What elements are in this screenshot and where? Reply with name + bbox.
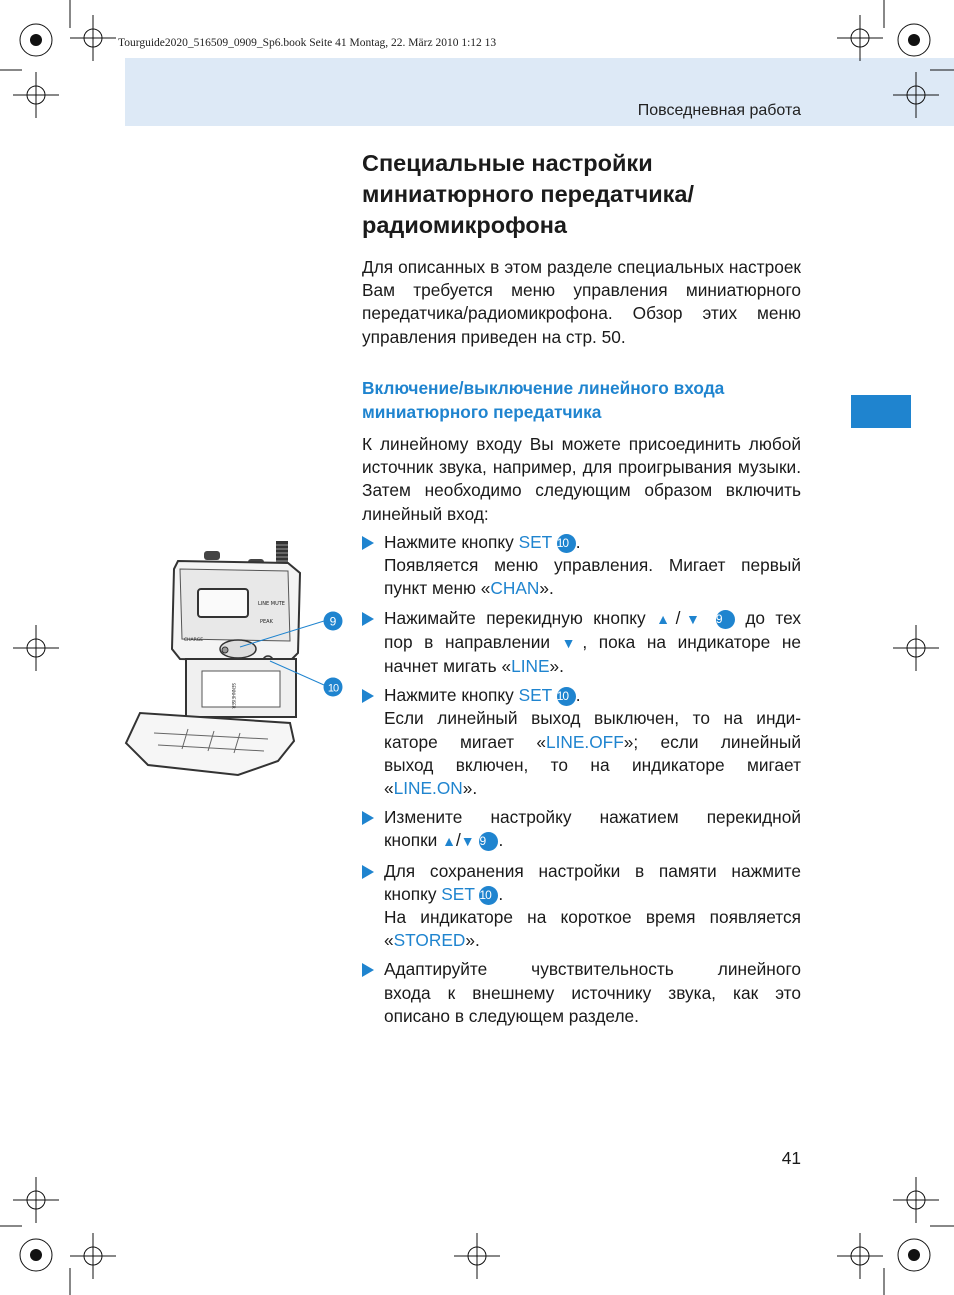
crosshair-icon bbox=[837, 15, 883, 61]
text: кнопки bbox=[384, 830, 443, 851]
page-number: 41 bbox=[781, 1148, 801, 1168]
text: . bbox=[498, 883, 504, 904]
text: описано в следующем разделе. bbox=[384, 1005, 639, 1026]
text: Если линейный выход выключен, то на инди- bbox=[384, 708, 801, 729]
brand-label: SENNHEISER bbox=[231, 683, 236, 709]
stored-label: STORED bbox=[393, 930, 466, 951]
text: входа к внешнему источнику звука, как это bbox=[384, 982, 801, 1003]
crosshair-icon bbox=[70, 1233, 116, 1279]
text: ». bbox=[539, 578, 554, 599]
intro-paragraph: Для описанных в этом разделе специальных настроек Вам требуется меню управления миниатюрного передатчика/радиомикрофона. Обзор этих меню управления приведен на стр. 50. bbox=[362, 257, 801, 347]
text: ». bbox=[549, 656, 564, 677]
text: . bbox=[498, 830, 504, 851]
text: Нажмите кнопку bbox=[384, 532, 519, 552]
text: « bbox=[384, 778, 394, 799]
text: На индикаторе на короткое время появляется bbox=[384, 907, 801, 928]
callout-10-badge: 10 bbox=[557, 687, 576, 706]
header-title: Повседневная работа bbox=[637, 102, 801, 119]
crosshair-icon bbox=[13, 1177, 59, 1223]
text: каторе мигает « bbox=[384, 731, 546, 752]
text: . bbox=[575, 685, 581, 706]
crosshair-icon bbox=[893, 72, 939, 118]
down-arrow-icon: ▼ bbox=[680, 610, 706, 627]
down-arrow-icon: ▼ bbox=[561, 634, 583, 651]
down-arrow-icon: ▼ bbox=[460, 833, 475, 850]
text: , пока на индикаторе не bbox=[582, 631, 802, 652]
crosshair-icon bbox=[893, 625, 939, 671]
text: Для сохранения настройки в памяти нажмите bbox=[384, 860, 801, 881]
text: . bbox=[575, 532, 581, 552]
text: Нажимайте перекидную кнопку bbox=[384, 607, 657, 628]
chan-label: CHAN bbox=[490, 578, 540, 599]
callout-10-text: 10 bbox=[327, 682, 339, 695]
callout-10-badge: 10 bbox=[479, 886, 498, 905]
text: выход включен, то на индикаторе мигает bbox=[384, 754, 801, 775]
set-label: SET bbox=[441, 883, 475, 904]
peak-label: PEAK bbox=[260, 619, 273, 625]
crosshair-icon bbox=[13, 72, 59, 118]
callout-9-badge: 9 bbox=[479, 832, 498, 851]
text: Адаптируйте чувствительность линейного bbox=[384, 959, 801, 980]
callout-9-badge: 9 bbox=[716, 610, 735, 629]
text: пор в направлении bbox=[384, 631, 562, 652]
text: ». bbox=[462, 778, 478, 799]
callout-9-text: 9 bbox=[329, 614, 337, 629]
text: до тех bbox=[734, 607, 802, 628]
text: »; если линейный bbox=[623, 731, 801, 752]
set-label: SET bbox=[518, 532, 552, 552]
text: Измените настройку нажатием перекидной bbox=[384, 807, 801, 828]
text: ». bbox=[465, 930, 480, 951]
file-header: Tourguide2020_516509_0909_Sp6.book Seite 41 Montag, 22. März 2010 1:12 13 bbox=[118, 37, 497, 49]
crosshair-icon bbox=[893, 1177, 939, 1223]
line-on-label: LINE.ON bbox=[393, 778, 463, 799]
line-mute-label: LINE MUTE bbox=[258, 601, 285, 607]
text: кнопку bbox=[384, 883, 442, 904]
text: начнет мигать « bbox=[384, 656, 512, 677]
line-label: LINE bbox=[511, 656, 550, 677]
crosshair-icon bbox=[837, 1233, 883, 1279]
callout-10-badge: 10 bbox=[557, 534, 576, 553]
text: / bbox=[675, 607, 681, 628]
line-off-label: LINE.OFF bbox=[546, 731, 624, 752]
section-subheading: Включение/выключение линейного входа миниатюрного передатчика bbox=[362, 378, 725, 422]
text: Нажмите кнопку bbox=[384, 685, 519, 706]
crosshair-icon bbox=[70, 15, 116, 61]
up-arrow-icon: ▲ bbox=[656, 610, 676, 627]
charge-label: CHARGE bbox=[184, 638, 204, 643]
set-label: SET bbox=[518, 685, 552, 706]
text: / bbox=[455, 830, 461, 851]
crosshair-icon bbox=[13, 625, 59, 671]
page-title: Специальные настройки миниатюрного передатчика/ радиомикрофона bbox=[362, 150, 695, 238]
text: пункт меню « bbox=[384, 578, 491, 599]
line-input-paragraph: К линейному входу Вы можете присоединить любой источник звука, например, для проигрывания музыки. Затем необходимо следующим образом включить линейный вход: bbox=[362, 434, 801, 524]
up-arrow-icon: ▲ bbox=[442, 833, 456, 850]
text: « bbox=[384, 930, 394, 951]
text: Появляется меню управления. Мигает первый bbox=[384, 555, 801, 576]
crosshair-icon bbox=[454, 1233, 500, 1279]
